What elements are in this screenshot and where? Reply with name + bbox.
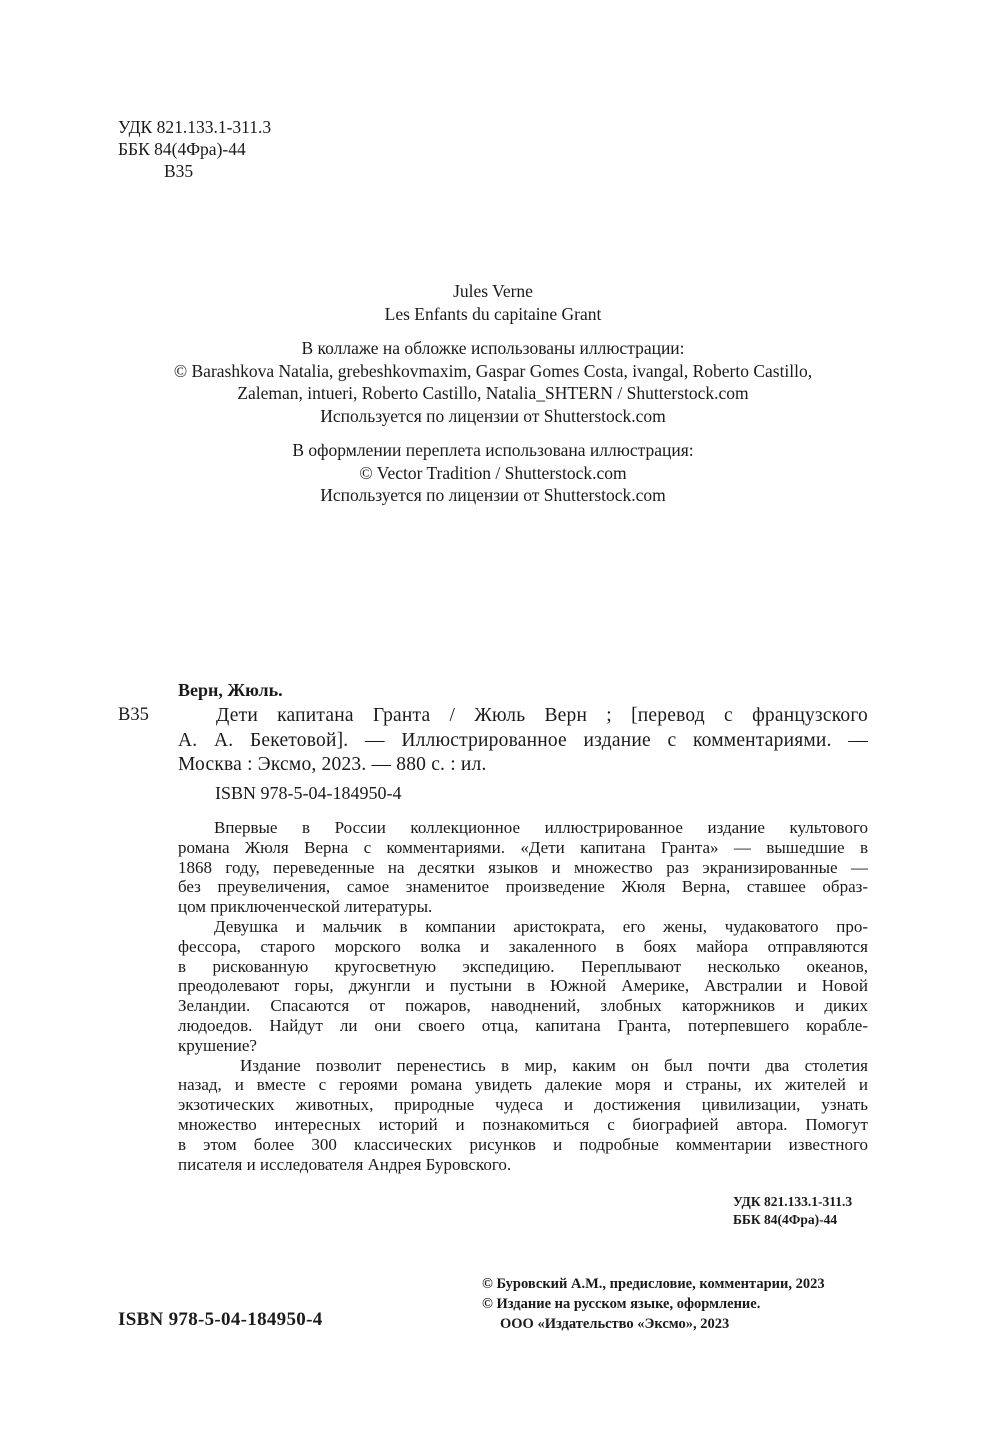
catalog-card-isbn: ISBN 978-5-04-184950-4 <box>215 783 402 803</box>
credits-block <box>118 280 868 519</box>
isbn-bottom: ISBN 978-5-04-184950-4 <box>118 1309 323 1330</box>
annotation-line: назад, и вместе с героями романа увидеть далекие моря и страны, их жителей и <box>178 1075 868 1095</box>
catalog-card-heading: Верн, Жюль. <box>178 680 283 700</box>
annotation-line: Зеландии. Спасаются от пожаров, наводнений, злобных каторжников и диких <box>178 996 868 1016</box>
author-mark-code: В35 <box>164 161 194 181</box>
original-title: Les Enfants du capitaine Grant <box>384 303 602 324</box>
cover-credits-line: Zaleman, intueri, Roberto Castillo, Natalia_SHTERN / Shutterstock.com <box>237 383 749 403</box>
catalog-author-mark: В35 <box>118 705 149 725</box>
copyright-block <box>482 1274 825 1334</box>
cover-credits-line: © Barashkova Natalia, grebeshkovmaxim, Gaspar Gomes Costa, ivangal, Roberto Castillo, <box>173 360 813 381</box>
binding-license: Используется по лицензии от Shutterstock.com <box>320 485 666 505</box>
annotation-line: Впервые в России коллекционное иллюстрированное издание культового <box>214 818 868 837</box>
copyright-line: ООО «Издательство «Эксмо», 2023 <box>500 1316 730 1332</box>
original-author: Jules Verne <box>453 281 533 301</box>
annotation-line: без преувеличения, самое знаменитое произведение Жюля Верна, ставшее образ- <box>178 877 868 897</box>
annotation-line: преодолевают горы, джунгли и пустыни в Южной Америке, Австралии и Новой <box>178 976 868 996</box>
copyright-line: © Издание на русском языке, оформление. <box>482 1296 761 1312</box>
cover-license: Используется по лицензии от Shutterstock.com <box>320 405 666 426</box>
annotation-line: писателя и исследователя Андрея Буровского. <box>178 1154 512 1174</box>
udk-code: УДК 821.133.1-311.3 <box>118 117 272 137</box>
classification-block-top <box>118 116 271 182</box>
annotation-line: Издание позволит перенестись в мир, каким он был почти два столетия <box>240 1055 868 1075</box>
classification-block-bottom <box>733 1193 852 1229</box>
catalog-card-line: Москва : Эксмо, 2023. — 880 с. : ил. <box>178 754 487 775</box>
catalog-card-description <box>178 704 868 778</box>
annotation-line: 1868 году, переведенные на десятки языков и множество раз экранизированные — <box>178 857 868 877</box>
binding-credits-line: © Vector Tradition / Shutterstock.com <box>359 462 627 483</box>
annotation-line: Девушка и мальчик в компании аристократа, его жены, чудаковатого про- <box>214 916 868 936</box>
annotation-line: крушение? <box>178 1035 257 1055</box>
annotation <box>178 818 868 1174</box>
annotation-line: романа Жюля Верна с комментариями. «Дети капитана Гранта» — вышедшие в <box>178 837 868 857</box>
cover-credits <box>118 337 868 427</box>
bbk-code: ББК 84(4Фра)-44 <box>118 139 246 159</box>
binding-credits-heading: В оформлении переплета использована иллюстрация: <box>292 440 694 460</box>
original-title-group <box>118 280 868 325</box>
annotation-line: фессора, старого морского волка и закаленного в боях майора отправляются <box>178 936 868 956</box>
annotation-line: экзотических животных, природные чудеса и достижения цивилизации, узнать <box>178 1095 868 1115</box>
annotation-line: в этом более 300 классических рисунков и подробные комментарии известного <box>178 1134 868 1154</box>
catalog-card-line: Дети капитана Гранта / Жюль Верн ; [перевод с французского <box>216 705 868 726</box>
annotation-line: в рискованную кругосветную экспедицию. Переплывают несколько океанов, <box>178 956 868 976</box>
binding-credits <box>118 439 868 507</box>
annotation-line: множество интересных историй и познакомиться с биографией автора. Помогут <box>178 1114 868 1134</box>
copyright-line: © Буровский А.М., предисловие, комментарии, 2023 <box>482 1276 825 1292</box>
annotation-line: цом приключенческой литературы. <box>178 897 433 917</box>
catalog-card-line: А. А. Бекетовой]. — Иллюстрированное издание с комментариями. — <box>178 729 868 751</box>
annotation-line: людоедов. Найдут ли они своего отца, капитана Гранта, потерпевшего корабле- <box>178 1015 868 1035</box>
cover-credits-heading: В коллаже на обложке использованы иллюстрации: <box>301 338 685 358</box>
udk-code-bottom: УДК 821.133.1-311.3 <box>733 1194 853 1209</box>
bbk-code-bottom: ББК 84(4Фра)-44 <box>733 1212 838 1227</box>
